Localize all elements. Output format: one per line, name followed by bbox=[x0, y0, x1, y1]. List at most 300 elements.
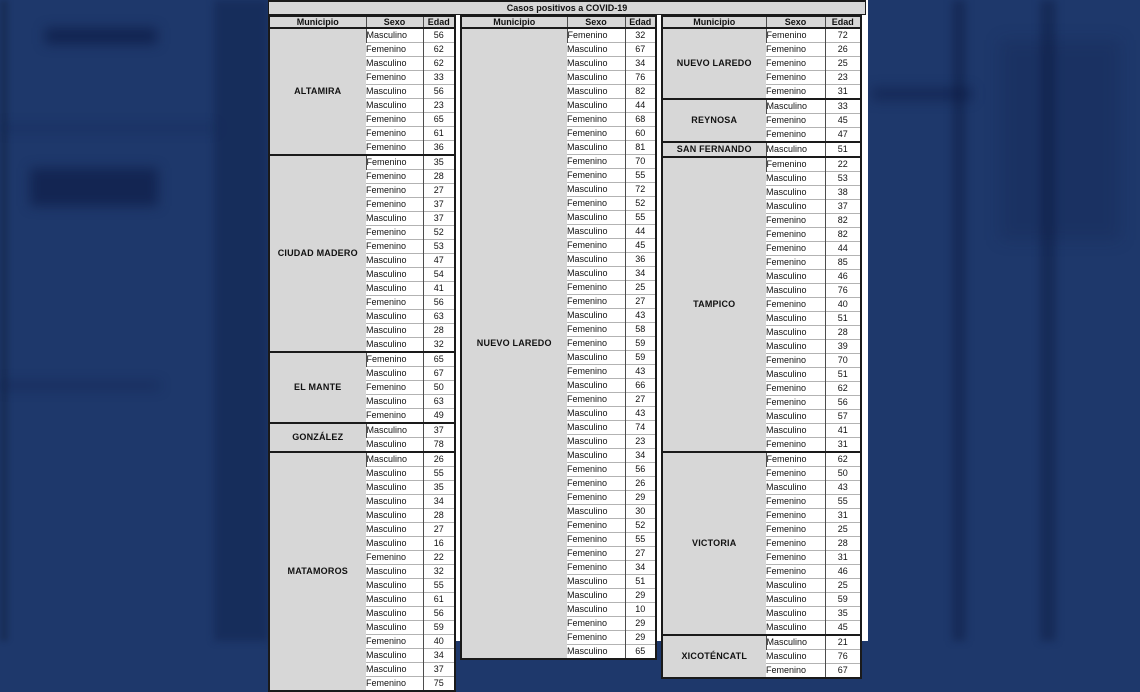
edad-cell: 44 bbox=[825, 242, 861, 256]
case-row bbox=[662, 157, 861, 172]
sexo-cell: Masculino bbox=[366, 254, 423, 268]
sexo-cell: Masculino bbox=[567, 253, 625, 267]
edad-cell: 85 bbox=[825, 256, 861, 270]
sexo-cell: Femenino bbox=[567, 617, 625, 631]
edad-cell: 23 bbox=[625, 435, 656, 449]
edad-cell: 43 bbox=[625, 309, 656, 323]
sexo-cell: Femenino bbox=[567, 127, 625, 141]
blurred-left-edge-shadow bbox=[0, 0, 8, 641]
edad-cell: 52 bbox=[625, 519, 656, 533]
edad-cell: 29 bbox=[625, 617, 656, 631]
edad-cell: 82 bbox=[625, 85, 656, 99]
edad-cell: 38 bbox=[825, 186, 861, 200]
case-row bbox=[269, 28, 455, 43]
sexo-cell: Femenino bbox=[766, 396, 825, 410]
sexo-cell: Femenino bbox=[766, 537, 825, 551]
sexo-cell: Femenino bbox=[766, 382, 825, 396]
edad-cell: 55 bbox=[625, 169, 656, 183]
edad-cell: 27 bbox=[423, 523, 455, 537]
sexo-cell: Femenino bbox=[766, 298, 825, 312]
edad-cell: 53 bbox=[423, 240, 455, 254]
edad-cell: 47 bbox=[423, 254, 455, 268]
edad-cell: 65 bbox=[423, 352, 455, 367]
edad-cell: 57 bbox=[825, 410, 861, 424]
sexo-cell: Masculino bbox=[366, 523, 423, 537]
sexo-cell: Femenino bbox=[567, 519, 625, 533]
sexo-cell: Masculino bbox=[366, 649, 423, 663]
sexo-cell: Masculino bbox=[366, 509, 423, 523]
edad-cell: 59 bbox=[625, 351, 656, 365]
sexo-cell: Masculino bbox=[366, 607, 423, 621]
header-row bbox=[269, 16, 455, 28]
covid-cases-table bbox=[268, 0, 866, 692]
sexo-cell: Masculino bbox=[567, 309, 625, 323]
edad-cell: 28 bbox=[423, 324, 455, 338]
blurred-background-line bbox=[0, 382, 160, 389]
edad-cell: 59 bbox=[625, 337, 656, 351]
sexo-cell: Masculino bbox=[567, 57, 625, 71]
sexo-cell: Femenino bbox=[567, 295, 625, 309]
sexo-cell: Femenino bbox=[366, 113, 423, 127]
edad-cell: 62 bbox=[825, 452, 861, 467]
sexo-cell: Masculino bbox=[366, 57, 423, 71]
edad-cell: 43 bbox=[625, 365, 656, 379]
edad-cell: 61 bbox=[423, 593, 455, 607]
municipio-header: Municipio bbox=[461, 16, 567, 28]
sexo-cell: Femenino bbox=[567, 463, 625, 477]
edad-cell: 44 bbox=[625, 99, 656, 113]
sexo-cell: Femenino bbox=[366, 198, 423, 212]
sexo-cell: Masculino bbox=[766, 621, 825, 636]
edad-cell: 82 bbox=[825, 228, 861, 242]
sexo-cell: Femenino bbox=[766, 551, 825, 565]
edad-cell: 56 bbox=[423, 607, 455, 621]
edad-cell: 55 bbox=[825, 495, 861, 509]
edad-cell: 27 bbox=[625, 393, 656, 407]
edad-cell: 70 bbox=[625, 155, 656, 169]
edad-cell: 55 bbox=[423, 579, 455, 593]
sexo-cell: Femenino bbox=[366, 226, 423, 240]
sexo-cell: Femenino bbox=[366, 184, 423, 198]
municipio-cell: TAMPICO bbox=[662, 157, 766, 452]
sexo-cell: Masculino bbox=[366, 579, 423, 593]
edad-cell: 31 bbox=[825, 438, 861, 453]
sexo-cell: Masculino bbox=[567, 99, 625, 113]
sexo-header: Sexo bbox=[366, 16, 423, 28]
sexo-cell: Masculino bbox=[567, 183, 625, 197]
sexo-cell: Femenino bbox=[567, 337, 625, 351]
sexo-cell: Masculino bbox=[766, 186, 825, 200]
edad-header: Edad bbox=[625, 16, 656, 28]
edad-cell: 31 bbox=[825, 509, 861, 523]
edad-cell: 31 bbox=[825, 85, 861, 100]
edad-cell: 28 bbox=[423, 170, 455, 184]
sexo-cell: Femenino bbox=[766, 28, 825, 43]
edad-cell: 61 bbox=[423, 127, 455, 141]
sexo-cell: Femenino bbox=[567, 155, 625, 169]
edad-cell: 52 bbox=[625, 197, 656, 211]
edad-cell: 46 bbox=[825, 270, 861, 284]
edad-cell: 62 bbox=[423, 43, 455, 57]
sexo-cell: Femenino bbox=[766, 467, 825, 481]
sexo-cell: Masculino bbox=[567, 267, 625, 281]
edad-cell: 36 bbox=[625, 253, 656, 267]
edad-cell: 76 bbox=[825, 650, 861, 664]
sexo-cell: Masculino bbox=[766, 424, 825, 438]
edad-cell: 37 bbox=[825, 200, 861, 214]
sexo-cell: Femenino bbox=[766, 523, 825, 537]
edad-cell: 45 bbox=[825, 114, 861, 128]
edad-cell: 62 bbox=[423, 57, 455, 71]
case-row bbox=[269, 423, 455, 438]
sexo-cell: Femenino bbox=[567, 393, 625, 407]
municipio-cell: MATAMOROS bbox=[269, 452, 366, 691]
sexo-cell: Masculino bbox=[567, 449, 625, 463]
edad-cell: 41 bbox=[423, 282, 455, 296]
case-table-group-1 bbox=[268, 15, 456, 692]
sexo-cell: Masculino bbox=[567, 645, 625, 660]
document-panel bbox=[268, 0, 868, 688]
blurred-background-line bbox=[0, 126, 216, 130]
edad-cell: 37 bbox=[423, 198, 455, 212]
sexo-cell: Femenino bbox=[766, 228, 825, 242]
case-row bbox=[269, 155, 455, 170]
edad-cell: 59 bbox=[423, 621, 455, 635]
sexo-cell: Masculino bbox=[766, 368, 825, 382]
edad-cell: 27 bbox=[423, 184, 455, 198]
municipio-cell: SAN FERNANDO bbox=[662, 142, 766, 157]
sexo-cell: Femenino bbox=[766, 509, 825, 523]
edad-cell: 23 bbox=[423, 99, 455, 113]
sexo-cell: Femenino bbox=[366, 352, 423, 367]
municipio-header: Municipio bbox=[662, 16, 766, 28]
edad-cell: 65 bbox=[423, 113, 455, 127]
table-title: Casos positivos a COVID-19 bbox=[268, 2, 866, 15]
sexo-cell: Femenino bbox=[567, 28, 625, 43]
edad-cell: 10 bbox=[625, 603, 656, 617]
sexo-cell: Femenino bbox=[766, 565, 825, 579]
sexo-cell: Femenino bbox=[366, 296, 423, 310]
edad-cell: 22 bbox=[423, 551, 455, 565]
sexo-cell: Masculino bbox=[366, 663, 423, 677]
edad-cell: 72 bbox=[825, 28, 861, 43]
sexo-cell: Femenino bbox=[766, 57, 825, 71]
edad-cell: 34 bbox=[423, 495, 455, 509]
sexo-cell: Femenino bbox=[766, 128, 825, 143]
sexo-cell: Femenino bbox=[366, 677, 423, 692]
edad-cell: 68 bbox=[625, 113, 656, 127]
blurred-background-text bbox=[1000, 40, 1120, 240]
edad-cell: 56 bbox=[423, 296, 455, 310]
sexo-cell: Masculino bbox=[366, 467, 423, 481]
case-table-group-2 bbox=[460, 15, 657, 660]
sexo-cell: Femenino bbox=[766, 214, 825, 228]
sexo-cell: Femenino bbox=[567, 113, 625, 127]
sexo-cell: Femenino bbox=[567, 631, 625, 645]
sexo-cell: Masculino bbox=[766, 99, 825, 114]
sexo-cell: Masculino bbox=[366, 99, 423, 113]
municipio-cell: CIUDAD MADERO bbox=[269, 155, 366, 352]
blurred-background-column bbox=[952, 0, 966, 641]
sexo-cell: Femenino bbox=[366, 635, 423, 649]
edad-cell: 53 bbox=[825, 172, 861, 186]
edad-cell: 75 bbox=[423, 677, 455, 692]
edad-cell: 25 bbox=[825, 57, 861, 71]
blurred-background-text bbox=[30, 168, 158, 206]
sexo-cell: Masculino bbox=[366, 282, 423, 296]
edad-cell: 27 bbox=[625, 547, 656, 561]
edad-cell: 26 bbox=[423, 452, 455, 467]
edad-cell: 44 bbox=[625, 225, 656, 239]
sexo-cell: Femenino bbox=[366, 409, 423, 424]
edad-cell: 26 bbox=[825, 43, 861, 57]
sexo-cell: Masculino bbox=[766, 200, 825, 214]
sexo-cell: Masculino bbox=[567, 603, 625, 617]
sexo-cell: Masculino bbox=[766, 635, 825, 650]
edad-cell: 36 bbox=[423, 141, 455, 156]
sexo-cell: Masculino bbox=[567, 407, 625, 421]
edad-cell: 67 bbox=[423, 367, 455, 381]
edad-cell: 59 bbox=[825, 593, 861, 607]
sexo-cell: Masculino bbox=[366, 212, 423, 226]
sexo-cell: Femenino bbox=[766, 452, 825, 467]
case-row bbox=[269, 352, 455, 367]
sexo-cell: Masculino bbox=[366, 565, 423, 579]
municipio-cell: NUEVO LAREDO bbox=[461, 28, 567, 659]
edad-cell: 54 bbox=[423, 268, 455, 282]
edad-cell: 51 bbox=[825, 142, 861, 157]
edad-cell: 51 bbox=[625, 575, 656, 589]
sexo-cell: Masculino bbox=[766, 270, 825, 284]
edad-cell: 32 bbox=[625, 28, 656, 43]
sexo-cell: Masculino bbox=[366, 593, 423, 607]
edad-cell: 55 bbox=[625, 211, 656, 225]
blurred-background-text bbox=[872, 88, 972, 100]
edad-cell: 70 bbox=[825, 354, 861, 368]
edad-cell: 40 bbox=[423, 635, 455, 649]
sexo-cell: Femenino bbox=[366, 71, 423, 85]
sexo-cell: Masculino bbox=[567, 43, 625, 57]
case-row bbox=[662, 142, 861, 157]
sexo-cell: Masculino bbox=[567, 225, 625, 239]
sexo-cell: Masculino bbox=[366, 310, 423, 324]
municipio-header: Municipio bbox=[269, 16, 366, 28]
edad-cell: 56 bbox=[825, 396, 861, 410]
edad-cell: 32 bbox=[423, 565, 455, 579]
edad-cell: 41 bbox=[825, 424, 861, 438]
sexo-cell: Masculino bbox=[567, 351, 625, 365]
municipio-cell: VICTORIA bbox=[662, 452, 766, 635]
edad-cell: 78 bbox=[423, 438, 455, 453]
sexo-cell: Femenino bbox=[766, 85, 825, 100]
sexo-cell: Femenino bbox=[766, 242, 825, 256]
case-row bbox=[662, 452, 861, 467]
municipio-cell: XICOTÉNCATL bbox=[662, 635, 766, 678]
edad-cell: 46 bbox=[825, 565, 861, 579]
edad-cell: 29 bbox=[625, 491, 656, 505]
edad-cell: 27 bbox=[625, 295, 656, 309]
sexo-cell: Femenino bbox=[366, 170, 423, 184]
sexo-cell: Femenino bbox=[567, 533, 625, 547]
edad-cell: 33 bbox=[423, 71, 455, 85]
edad-cell: 47 bbox=[825, 128, 861, 143]
edad-cell: 63 bbox=[423, 310, 455, 324]
sexo-cell: Masculino bbox=[766, 481, 825, 495]
sexo-cell: Masculino bbox=[567, 141, 625, 155]
case-row bbox=[662, 635, 861, 650]
sexo-cell: Masculino bbox=[366, 338, 423, 353]
edad-cell: 45 bbox=[625, 239, 656, 253]
edad-cell: 34 bbox=[423, 649, 455, 663]
sexo-cell: Femenino bbox=[766, 157, 825, 172]
edad-cell: 67 bbox=[825, 664, 861, 679]
sexo-cell: Femenino bbox=[766, 71, 825, 85]
edad-cell: 76 bbox=[825, 284, 861, 298]
edad-cell: 56 bbox=[423, 85, 455, 99]
case-row bbox=[461, 28, 656, 43]
sexo-cell: Masculino bbox=[366, 481, 423, 495]
sexo-cell: Femenino bbox=[766, 664, 825, 679]
sexo-header: Sexo bbox=[567, 16, 625, 28]
edad-cell: 37 bbox=[423, 423, 455, 438]
edad-cell: 82 bbox=[825, 214, 861, 228]
edad-cell: 29 bbox=[625, 631, 656, 645]
edad-cell: 34 bbox=[625, 449, 656, 463]
sexo-cell: Femenino bbox=[567, 169, 625, 183]
sexo-cell: Femenino bbox=[766, 438, 825, 453]
edad-cell: 37 bbox=[423, 663, 455, 677]
edad-cell: 16 bbox=[423, 537, 455, 551]
case-row bbox=[662, 28, 861, 43]
edad-cell: 72 bbox=[625, 183, 656, 197]
sexo-cell: Masculino bbox=[567, 505, 625, 519]
sexo-cell: Masculino bbox=[567, 379, 625, 393]
sexo-cell: Masculino bbox=[366, 85, 423, 99]
edad-cell: 55 bbox=[423, 467, 455, 481]
sexo-cell: Masculino bbox=[567, 71, 625, 85]
sexo-cell: Femenino bbox=[567, 281, 625, 295]
sexo-cell: Femenino bbox=[766, 256, 825, 270]
edad-cell: 81 bbox=[625, 141, 656, 155]
edad-cell: 35 bbox=[423, 155, 455, 170]
edad-cell: 74 bbox=[625, 421, 656, 435]
sexo-cell: Masculino bbox=[567, 211, 625, 225]
edad-cell: 50 bbox=[825, 467, 861, 481]
sexo-cell: Femenino bbox=[766, 114, 825, 128]
edad-cell: 51 bbox=[825, 368, 861, 382]
edad-cell: 65 bbox=[625, 645, 656, 660]
case-row bbox=[269, 452, 455, 467]
sexo-cell: Masculino bbox=[567, 575, 625, 589]
municipio-cell: GONZÁLEZ bbox=[269, 423, 366, 452]
edad-cell: 32 bbox=[423, 338, 455, 353]
sexo-cell: Masculino bbox=[366, 423, 423, 438]
edad-cell: 39 bbox=[825, 340, 861, 354]
edad-cell: 22 bbox=[825, 157, 861, 172]
sexo-cell: Femenino bbox=[766, 354, 825, 368]
edad-cell: 56 bbox=[625, 463, 656, 477]
edad-cell: 66 bbox=[625, 379, 656, 393]
sexo-cell: Masculino bbox=[567, 85, 625, 99]
sexo-cell: Masculino bbox=[766, 142, 825, 157]
edad-cell: 62 bbox=[825, 382, 861, 396]
sexo-cell: Masculino bbox=[567, 589, 625, 603]
edad-cell: 67 bbox=[625, 43, 656, 57]
edad-cell: 29 bbox=[625, 589, 656, 603]
municipio-cell: EL MANTE bbox=[269, 352, 366, 423]
sexo-cell: Masculino bbox=[366, 395, 423, 409]
edad-cell: 58 bbox=[625, 323, 656, 337]
sexo-header: Sexo bbox=[766, 16, 825, 28]
edad-cell: 26 bbox=[625, 477, 656, 491]
municipio-cell: REYNOSA bbox=[662, 99, 766, 142]
sexo-cell: Masculino bbox=[766, 650, 825, 664]
sexo-cell: Femenino bbox=[366, 240, 423, 254]
sexo-cell: Masculino bbox=[766, 312, 825, 326]
edad-cell: 25 bbox=[625, 281, 656, 295]
sexo-cell: Masculino bbox=[366, 495, 423, 509]
sexo-cell: Femenino bbox=[366, 141, 423, 156]
edad-cell: 30 bbox=[625, 505, 656, 519]
sexo-cell: Femenino bbox=[567, 547, 625, 561]
sexo-cell: Femenino bbox=[366, 381, 423, 395]
edad-header: Edad bbox=[825, 16, 861, 28]
edad-cell: 56 bbox=[423, 28, 455, 43]
edad-cell: 34 bbox=[625, 561, 656, 575]
edad-cell: 60 bbox=[625, 127, 656, 141]
edad-cell: 23 bbox=[825, 71, 861, 85]
edad-cell: 35 bbox=[825, 607, 861, 621]
edad-cell: 43 bbox=[825, 481, 861, 495]
edad-cell: 63 bbox=[423, 395, 455, 409]
sexo-cell: Masculino bbox=[366, 438, 423, 453]
blurred-background-column bbox=[1040, 0, 1056, 641]
edad-cell: 28 bbox=[825, 326, 861, 340]
sexo-cell: Masculino bbox=[766, 326, 825, 340]
sexo-cell: Femenino bbox=[366, 127, 423, 141]
edad-cell: 40 bbox=[825, 298, 861, 312]
case-row bbox=[662, 99, 861, 114]
table-column-groups bbox=[268, 15, 866, 692]
sexo-cell: Femenino bbox=[567, 491, 625, 505]
sexo-cell: Masculino bbox=[766, 579, 825, 593]
edad-cell: 31 bbox=[825, 551, 861, 565]
sexo-cell: Femenino bbox=[567, 323, 625, 337]
sexo-cell: Masculino bbox=[567, 435, 625, 449]
sexo-cell: Femenino bbox=[366, 551, 423, 565]
sexo-cell: Masculino bbox=[766, 284, 825, 298]
sexo-cell: Masculino bbox=[766, 607, 825, 621]
sexo-cell: Femenino bbox=[567, 561, 625, 575]
edad-cell: 51 bbox=[825, 312, 861, 326]
edad-cell: 49 bbox=[423, 409, 455, 424]
header-row bbox=[662, 16, 861, 28]
edad-cell: 25 bbox=[825, 523, 861, 537]
edad-cell: 25 bbox=[825, 579, 861, 593]
edad-cell: 28 bbox=[825, 537, 861, 551]
sexo-cell: Femenino bbox=[567, 477, 625, 491]
sexo-cell: Masculino bbox=[366, 268, 423, 282]
sexo-cell: Masculino bbox=[366, 367, 423, 381]
edad-cell: 35 bbox=[423, 481, 455, 495]
edad-cell: 45 bbox=[825, 621, 861, 636]
edad-cell: 52 bbox=[423, 226, 455, 240]
sexo-cell: Masculino bbox=[567, 421, 625, 435]
sexo-cell: Femenino bbox=[567, 239, 625, 253]
sexo-cell: Masculino bbox=[766, 410, 825, 424]
edad-cell: 28 bbox=[423, 509, 455, 523]
edad-cell: 34 bbox=[625, 267, 656, 281]
